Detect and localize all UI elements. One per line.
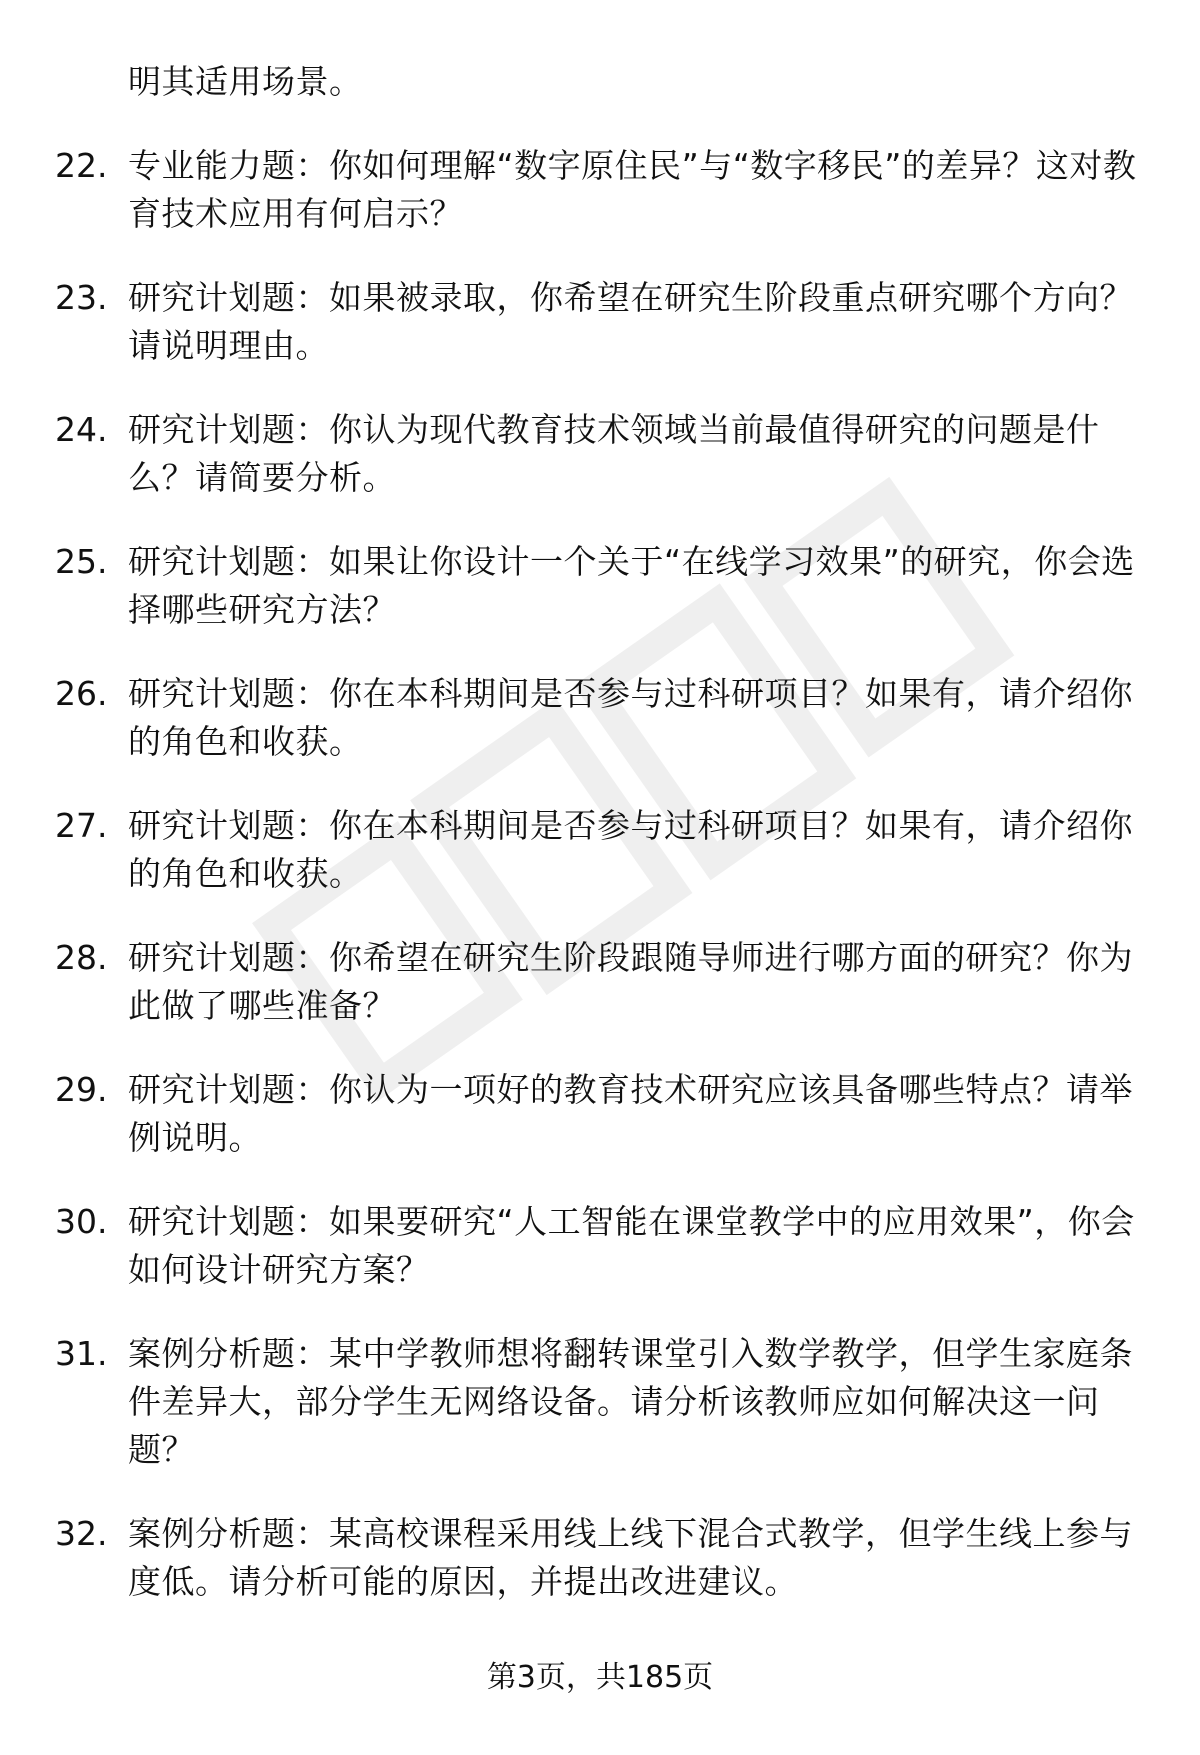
question-number: 27. <box>55 806 108 845</box>
list-item <box>0 142 1200 238</box>
question-text: 研究计划题：如果被录取，你希望在研究生阶段重点研究哪个方向？请说明理由。 <box>128 278 1133 365</box>
question-text: 研究计划题：你认为一项好的教育技术研究应该具备哪些特点？请举例说明。 <box>128 1070 1133 1157</box>
list-item <box>0 1330 1200 1474</box>
list-item <box>0 1066 1200 1162</box>
list-item <box>0 274 1200 370</box>
question-text: 研究计划题：如果让你设计一个关于“在线学习效果”的研究，你会选择哪些研究方法？ <box>128 542 1135 629</box>
question-number: 24. <box>55 410 108 449</box>
list-item <box>0 1510 1200 1606</box>
list-item <box>0 670 1200 766</box>
continuation-text: 明其适用场景。 <box>128 62 363 101</box>
question-text: 案例分析题：某高校课程采用线上线下混合式教学，但学生线上参与度低。请分析可能的原因，并提出改进建议。 <box>128 1514 1133 1601</box>
question-number: 32. <box>55 1514 108 1553</box>
question-number: 31. <box>55 1334 108 1373</box>
question-text: 研究计划题：你在本科期间是否参与过科研项目？如果有，请介绍你的角色和收获。 <box>128 806 1133 893</box>
list-item <box>0 538 1200 634</box>
question-number: 25. <box>55 542 108 581</box>
list-item <box>0 1198 1200 1294</box>
question-text: 研究计划题：如果要研究“人工智能在课堂教学中的应用效果”，你会如何设计研究方案？ <box>128 1202 1135 1289</box>
question-text: 案例分析题：某中学教师想将翻转课堂引入数学教学，但学生家庭条件差异大，部分学生无网络设备。请分析该教师应如何解决这一问题？ <box>128 1334 1133 1469</box>
question-number: 26. <box>55 674 108 713</box>
list-item <box>0 802 1200 898</box>
question-list <box>0 142 1200 1642</box>
page-footer: 第3页，共185页 <box>486 1660 714 1695</box>
list-item <box>0 406 1200 502</box>
list-item <box>0 934 1200 1030</box>
question-text: 研究计划题：你认为现代教育技术领域当前最值得研究的问题是什么？请简要分析。 <box>128 410 1100 497</box>
question-number: 30. <box>55 1202 108 1241</box>
question-text: 研究计划题：你希望在研究生阶段跟随导师进行哪方面的研究？你为此做了哪些准备？ <box>128 938 1133 1025</box>
question-number: 23. <box>55 278 108 317</box>
question-text: 研究计划题：你在本科期间是否参与过科研项目？如果有，请介绍你的角色和收获。 <box>128 674 1133 761</box>
question-number: 22. <box>55 146 108 185</box>
question-number: 28. <box>55 938 108 977</box>
question-text: 专业能力题：你如何理解“数字原住民”与“数字移民”的差异？这对教育技术应用有何启示？ <box>128 146 1137 233</box>
question-number: 29. <box>55 1070 108 1109</box>
